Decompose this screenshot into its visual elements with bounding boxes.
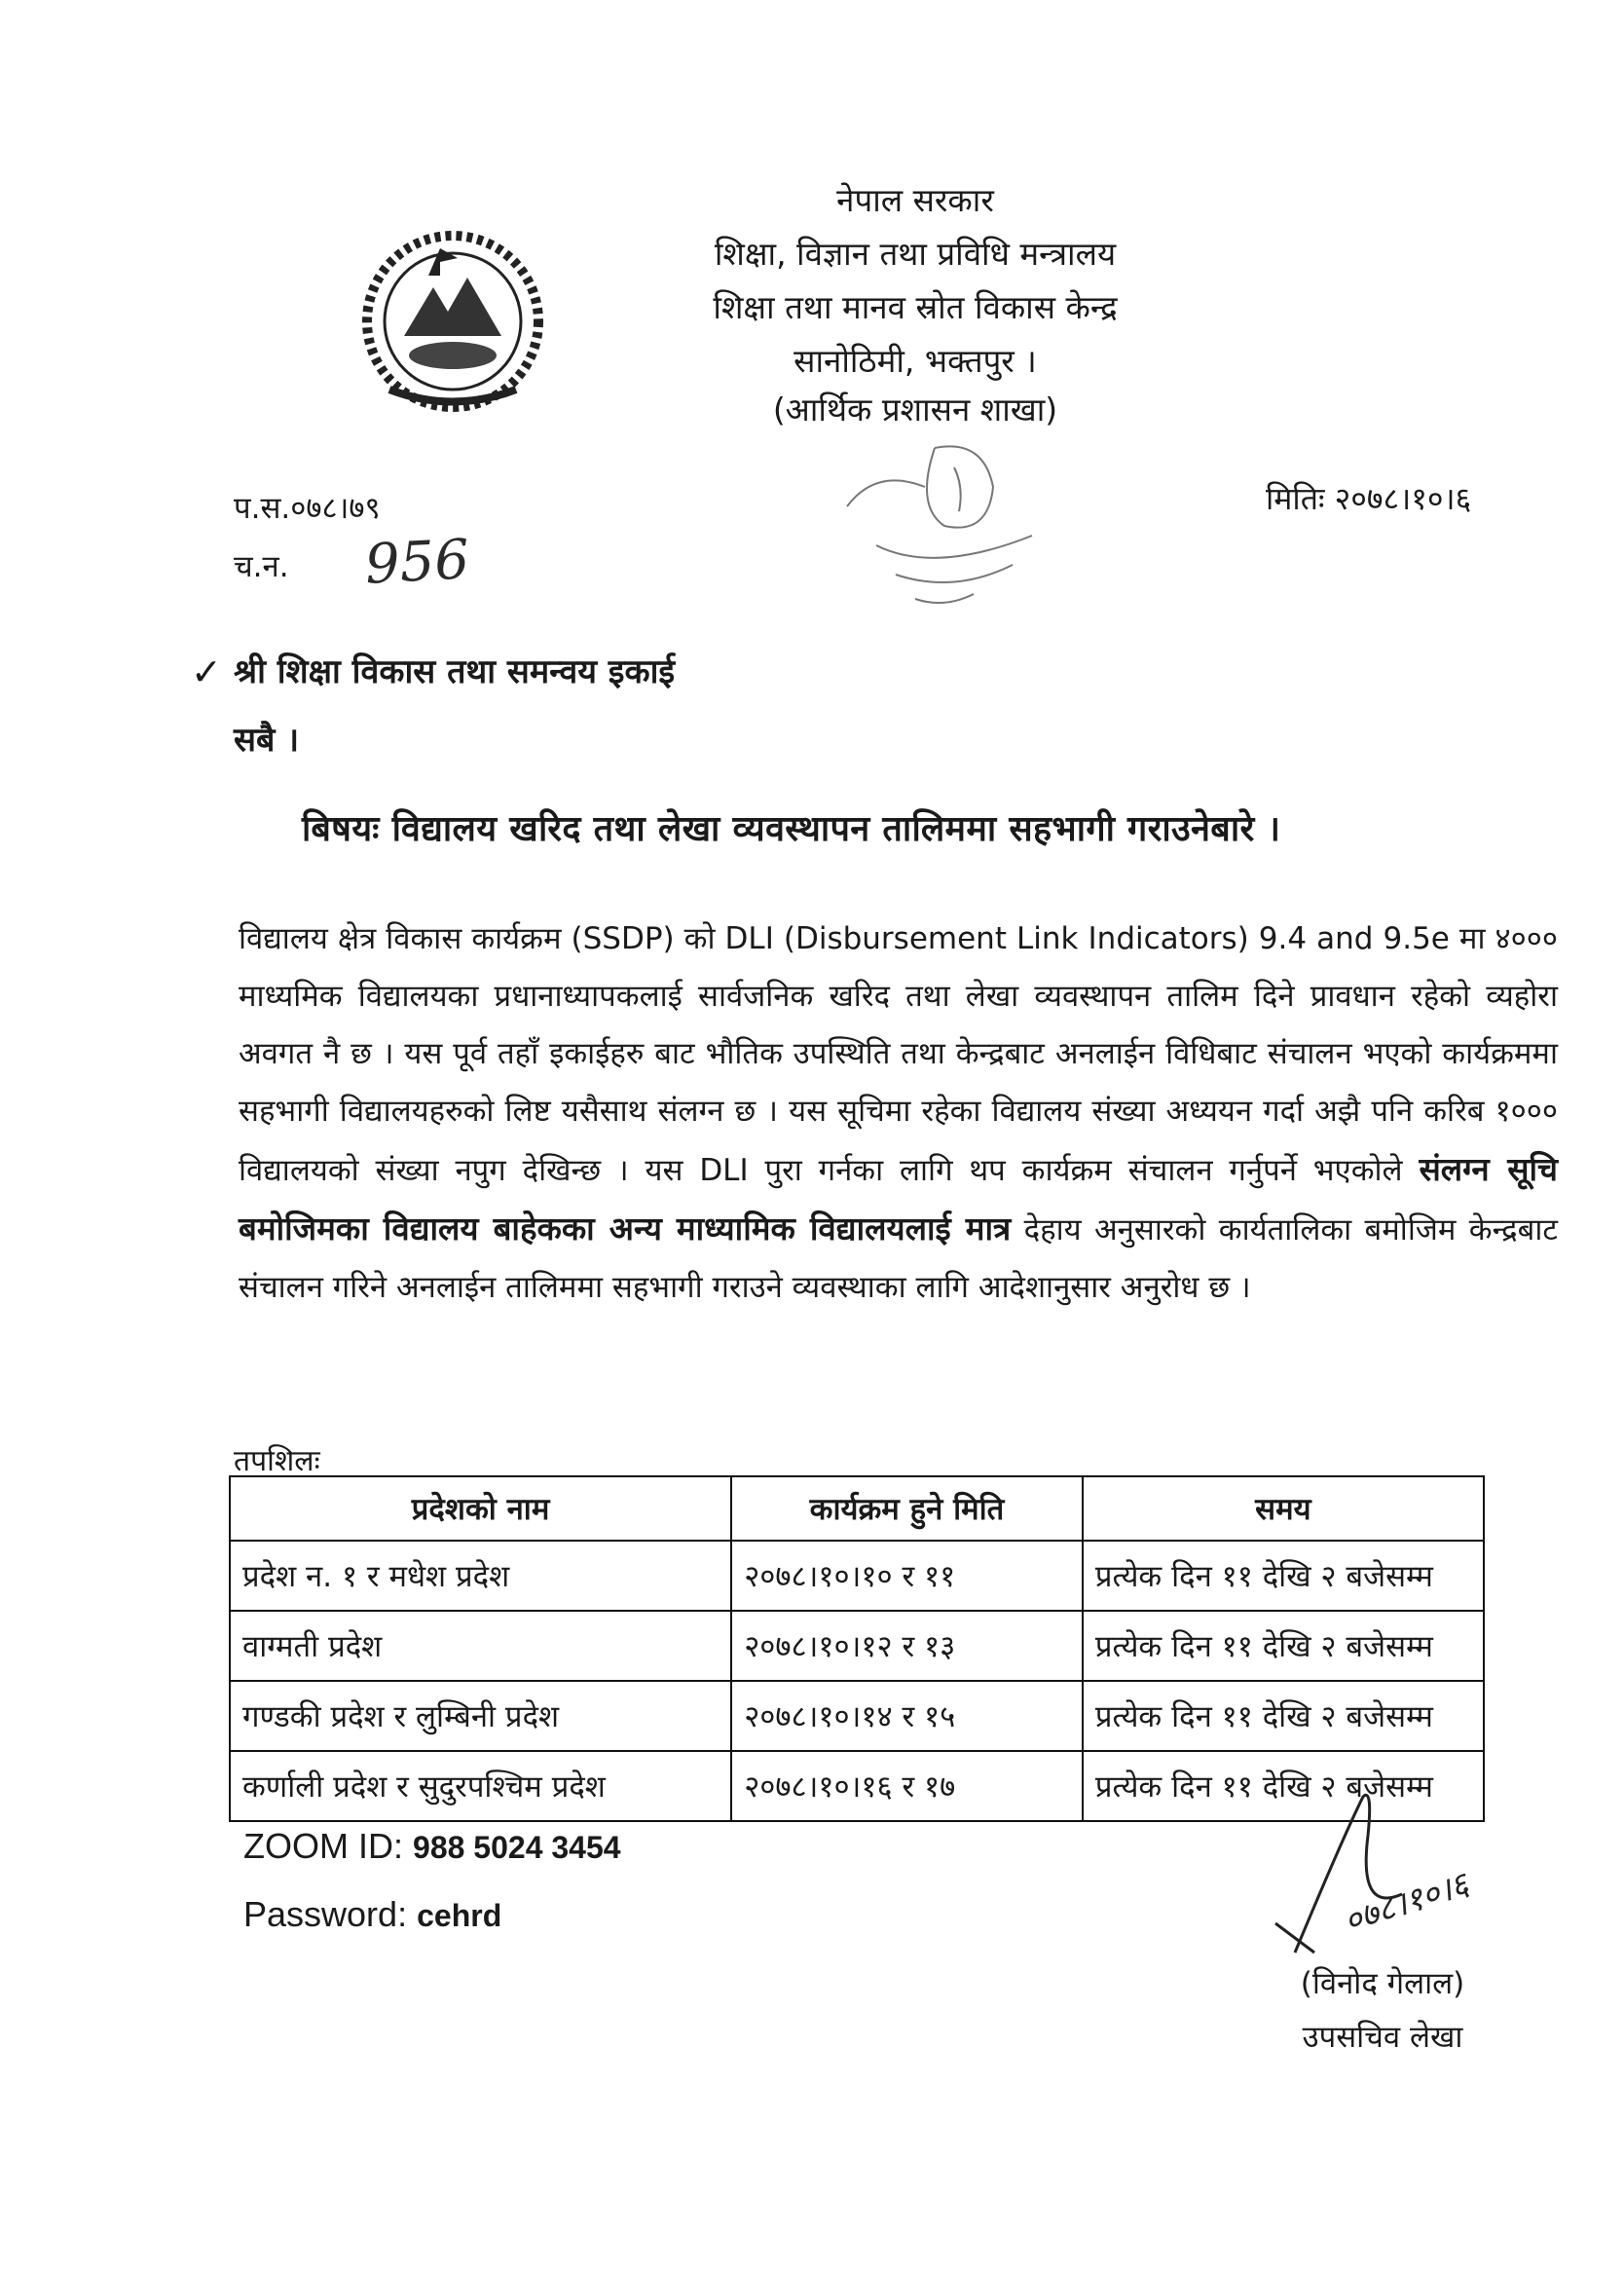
checkmark-icon: ✓: [191, 651, 222, 693]
cell-time: प्रत्येक दिन ११ देखि २ बजेसम्म: [1083, 1751, 1484, 1821]
cell-province: वाग्मती प्रदेश: [230, 1611, 731, 1681]
recipient-line1: श्री शिक्षा विकास तथा समन्वय इकाई: [234, 652, 676, 691]
cell-province: कर्णाली प्रदेश र सुदुरपश्चिम प्रदेश: [230, 1751, 731, 1821]
zoom-password: [243, 1894, 501, 1935]
zoom-id: [243, 1826, 621, 1867]
letter-body: [239, 911, 1558, 1317]
signatory-title: उपसचिव लेखा: [1302, 2020, 1463, 2055]
table-header-row: [230, 1476, 1484, 1541]
header-country: नेपाल सरकार: [836, 181, 994, 219]
cell-date: २०७८।१०।१० र ११: [731, 1541, 1083, 1611]
dispatch-label: च.न.: [234, 549, 289, 584]
handwritten-signature: [1256, 1777, 1509, 1972]
fiscal-year-ref: प.स.०७८।७९: [234, 491, 381, 526]
cell-date: २०७८।१०।१२ र १३: [731, 1611, 1083, 1681]
letter-date: मितिः २०७८।१०।६: [1266, 480, 1472, 517]
cell-time: प्रत्येक दिन ११ देखि २ बजेसम्म: [1083, 1681, 1484, 1751]
schedule-table: [229, 1475, 1485, 1822]
cell-date: २०७८।१०।१६ र १७: [731, 1751, 1083, 1821]
body-part2: देहाय अनुसारको कार्यतालिका बमोजिम केन्द्रबाट संचालन गरिने अनलाईन तालिममा सहभागी गराउने व्यवस्थाका लागि आदेशानुसार अनुरोध छ ।: [239, 1212, 1558, 1305]
cell-province: गण्डकी प्रदेश र लुम्बिनी प्रदेश: [230, 1681, 731, 1751]
body-part1: विद्यालय क्षेत्र विकास कार्यक्रम (SSDP) को DLI (Disbursement Link Indicators) 9.4 and 9.5e मा ४००० माध्यमिक विद्यालयका प्रधानाध्यापकलाई सार्वजनिक खरिद तथा लेखा व्यवस्थापन तालिम दिने प्रावधान रहेको व्यहोरा अवगत नै छ । यस पूर्व तहाँ इकाईहरु बाट भौतिक उपस्थिति तथा केन्द्रबाट अनलाईन विधिबाट संचालन भएको कार्यक्रममा सहभागी विद्यालयहरुको लिष्ट यसैसाथ संलग्न छ । यस सूचिमा रहेका विद्यालय संख्या अध्ययन गर्दा अझै पनि करिब १००० विद्यालयको संख्या नपुग देखिन्छ । यस DLI पुरा गर्नका लागि थप कार्यक्रम संचालन गर्नुपर्ने भएकोले: [239, 921, 1558, 1188]
letter-subject: बिषयः विद्यालय खरिद तथा लेखा व्यवस्थापन तालिममा सहभागी गराउनेबारे ।: [302, 809, 1281, 849]
body-bold: संलग्न सूचि बमोजिमका विद्यालय बाहेकका अन्य माध्यामिक विद्यालयलाई मात्र: [239, 1150, 1559, 1247]
header-date: कार्यक्रम हुने मिति: [731, 1476, 1083, 1541]
dispatch-number-handwritten: 956: [363, 528, 471, 597]
header-time: समय: [1083, 1476, 1484, 1541]
nepal-government-emblem: [351, 219, 555, 414]
cell-date: २०७८।१०।१४ र १५: [731, 1681, 1083, 1751]
zoom-id-value: 988 5024 3454: [413, 1830, 621, 1865]
svg-text:०७८।१०।६: ०७८।१०।६: [1339, 1864, 1474, 1942]
header-province: प्रदेशको नाम: [230, 1476, 731, 1541]
header-section: (आर्थिक प्रशासन शाखा): [772, 391, 1058, 428]
header-ministry: शिक्षा, विज्ञान तथा प्रविधि मन्त्रालय: [714, 235, 1117, 273]
office-stamp: [818, 428, 1052, 623]
signatory-name: (विनोद गेलाल): [1300, 1966, 1465, 2001]
table-row: [230, 1541, 1484, 1611]
header-address: सानोठिमी, भक्तपुर ।: [794, 342, 1037, 380]
header-centre: शिक्षा तथा मानव स्रोत विकास केन्द्र: [713, 288, 1118, 326]
cell-province: प्रदेश न. १ र मधेश प्रदेश: [230, 1541, 731, 1611]
table-row: [230, 1611, 1484, 1681]
zoom-password-value: cehrd: [417, 1898, 502, 1933]
zoom-id-label: ZOOM ID:: [243, 1826, 403, 1866]
cell-time: प्रत्येक दिन ११ देखि २ बजेसम्म: [1083, 1611, 1484, 1681]
table-row: [230, 1681, 1484, 1751]
schedule-label: तपशिलः: [234, 1444, 320, 1478]
cell-time: प्रत्येक दिन ११ देखि २ बजेसम्म: [1083, 1541, 1484, 1611]
zoom-password-label: Password:: [243, 1894, 408, 1934]
recipient-line2: सबै ।: [234, 721, 300, 760]
